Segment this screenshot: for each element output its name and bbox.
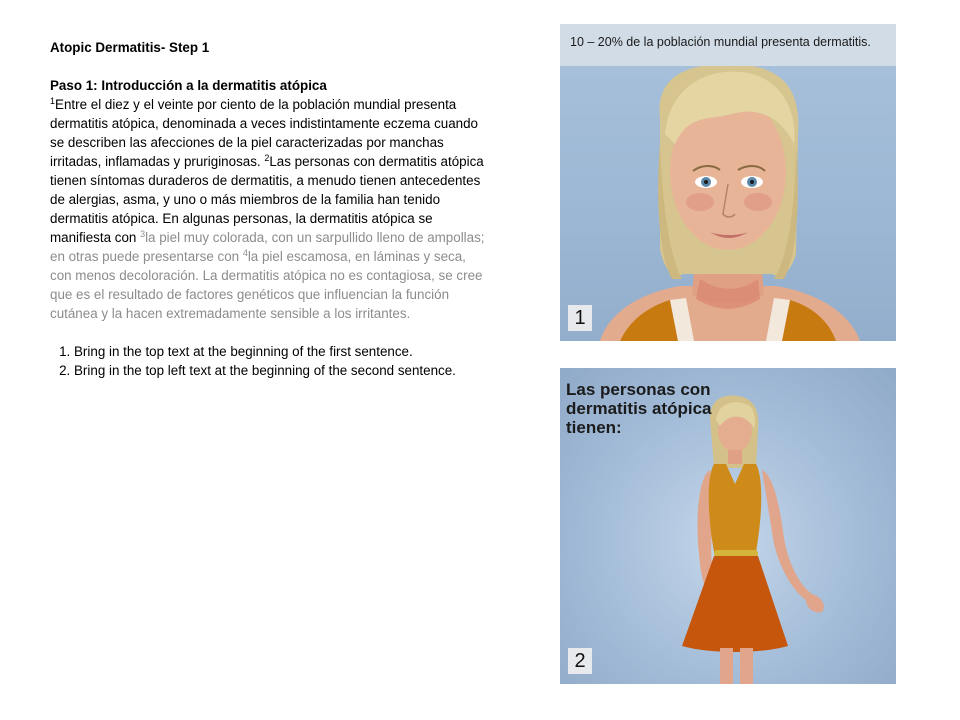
footnote-marker: 1	[50, 96, 56, 106]
instruction-item: 1. Bring in the top text at the beginning of the first sentence.	[74, 342, 490, 361]
step-heading: Paso 1: Introducción a la dermatitis atópica	[50, 78, 327, 93]
woman-portrait-image	[560, 24, 896, 341]
text-column	[50, 38, 490, 380]
paragraph-segment: la piel escamosa, en láminas y seca, con menos decoloración. La dermatitis atópica no es contagiosa, se cree que es el resultado de factores genéticos que influencian la función cutánea y la hacen extremadamente sensible a los irritantes.	[50, 249, 483, 321]
paragraph-segment: Las personas con dermatitis atópica tienen síntomas duraderos de dermatitis, a menudo tienen antecedentes de alergias, asma, y uno o más miembros de la familia han tenido dermatitis atópica. En algunas personas, la dermatitis atópica se manifiesta con	[50, 154, 484, 245]
instruction-item: 2. Bring in the top left text at the beginning of the second sentence.	[74, 361, 490, 380]
panel-1-caption: 10 – 20% de la población mundial presenta dermatitis.	[560, 24, 896, 66]
illustration-panel-2	[560, 368, 896, 684]
paragraph-text	[50, 95, 490, 323]
body-paragraph	[50, 95, 490, 323]
instruction-list	[50, 342, 490, 380]
footnote-marker: 3	[140, 229, 146, 239]
illustration-panel-1	[560, 24, 896, 341]
page-title: Atopic Dermatitis- Step 1	[50, 40, 210, 55]
paragraph-segment: la piel muy colorada, con un sarpullido lleno de ampollas; en otras puede presentarse con	[50, 230, 485, 264]
panel-2-caption: Las personas con dermatitis atópica tienen:	[566, 380, 712, 437]
panel-1-number: 1	[568, 305, 592, 331]
panel-2-number: 2	[568, 648, 592, 674]
footnote-marker: 2	[264, 153, 270, 163]
footnote-marker: 4	[242, 248, 248, 258]
paragraph-segment: Entre el diez y el veinte por ciento de la población mundial presenta dermatitis atópica, denominada a veces indistintamente eczema cuando se describen las afecciones de la piel caracterizadas por manchas irritadas, inflamadas y pruriginosas.	[50, 97, 479, 169]
